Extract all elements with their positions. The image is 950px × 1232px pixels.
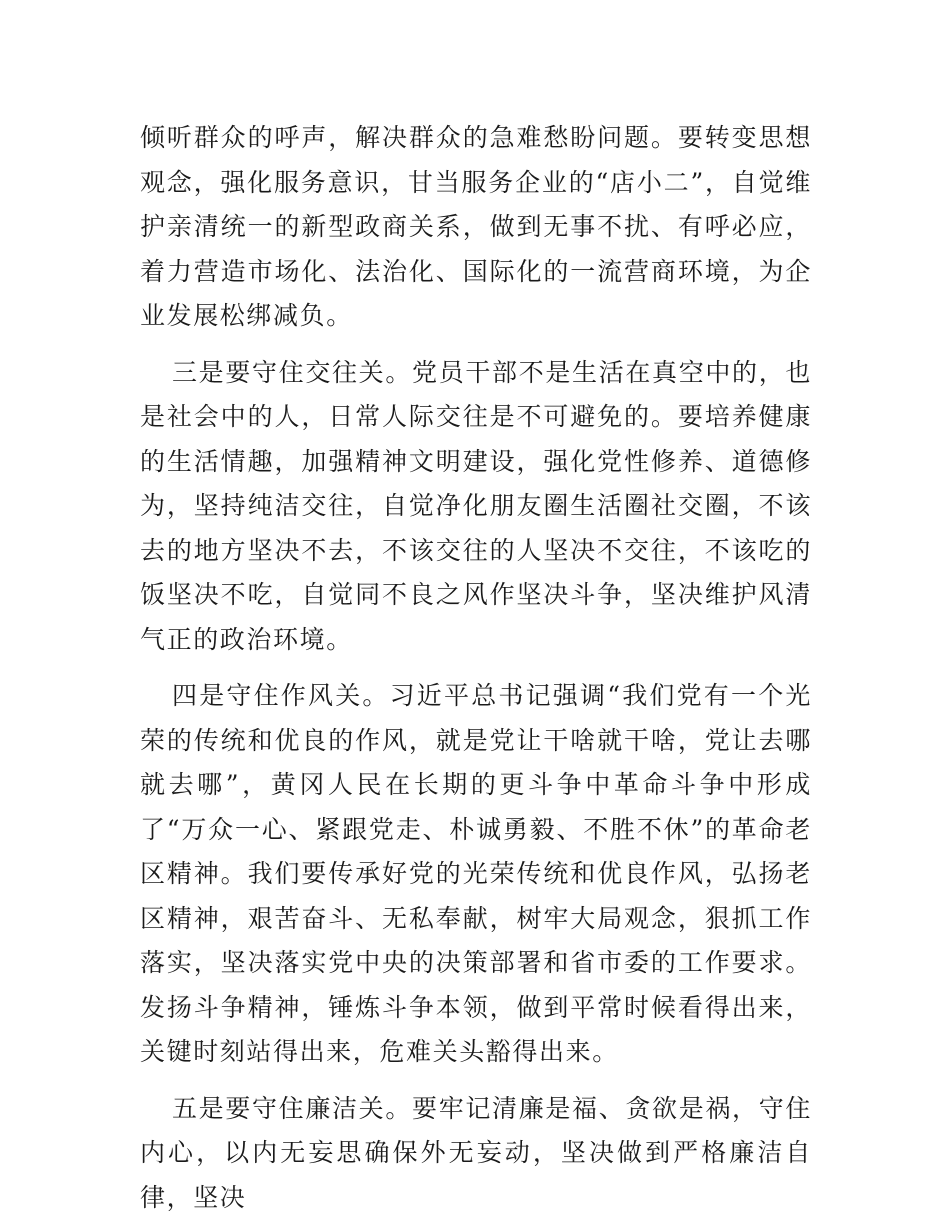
paragraph-guard-work-style: 四是守住作风关。习近平总书记强调“我们党有一个光荣的传统和优良的作风，就是党让干啥就干啥，党让去哪就去哪”，黄冈人民在长期的更斗争中革命斗争中形成了“万众一心、紧跟党走、朴诚勇毅、不胜不休”的革命老区精神。我们要传承好党的光荣传统和优良作风，弘扬老区精神，艰苦奋斗、无私奉献，树牢大局观念，狠抓工作落实，坚决落实党中央的决策部署和省市委的工作要求。发扬斗争精神，锤炼斗争本领，做到平常时候看得出来，关键时刻站得出来，危难关头豁得出来。 [140, 681, 812, 1066]
paragraph-guard-integrity: 五是要守住廉洁关。要牢记清廉是福、贪欲是祸，守住内心，以内无妄思确保外无妄动，坚决做到严格廉洁自律，坚决 [140, 1093, 812, 1212]
paragraph-continuation: 倾听群众的呼声，解决群众的急难愁盼问题。要转变思想观念，强化服务意识，甘当服务企业的“店小二”，自觉维护亲清统一的新型政商关系，做到无事不扰、有呼必应，着力营造市场化、法治化、国际化的一流营商环境，为企业发展松绑减负。 [140, 123, 812, 330]
paragraph-guard-interaction: 三是要守住交往关。党员干部不是生活在真空中的，也是社会中的人，日常人际交往是不可避免的。要培养健康的生活情趣，加强精神文明建设，强化党性修养、道德修为，坚持纯洁交往，自觉净化朋友圈生活圈社交圈，不该去的地方坚决不去，不该交往的人坚决不交往，不该吃的饭坚决不吃，自觉同不良之风作坚决斗争，坚决维护风清气正的政治环境。 [140, 357, 812, 654]
document-body [140, 116, 812, 1232]
